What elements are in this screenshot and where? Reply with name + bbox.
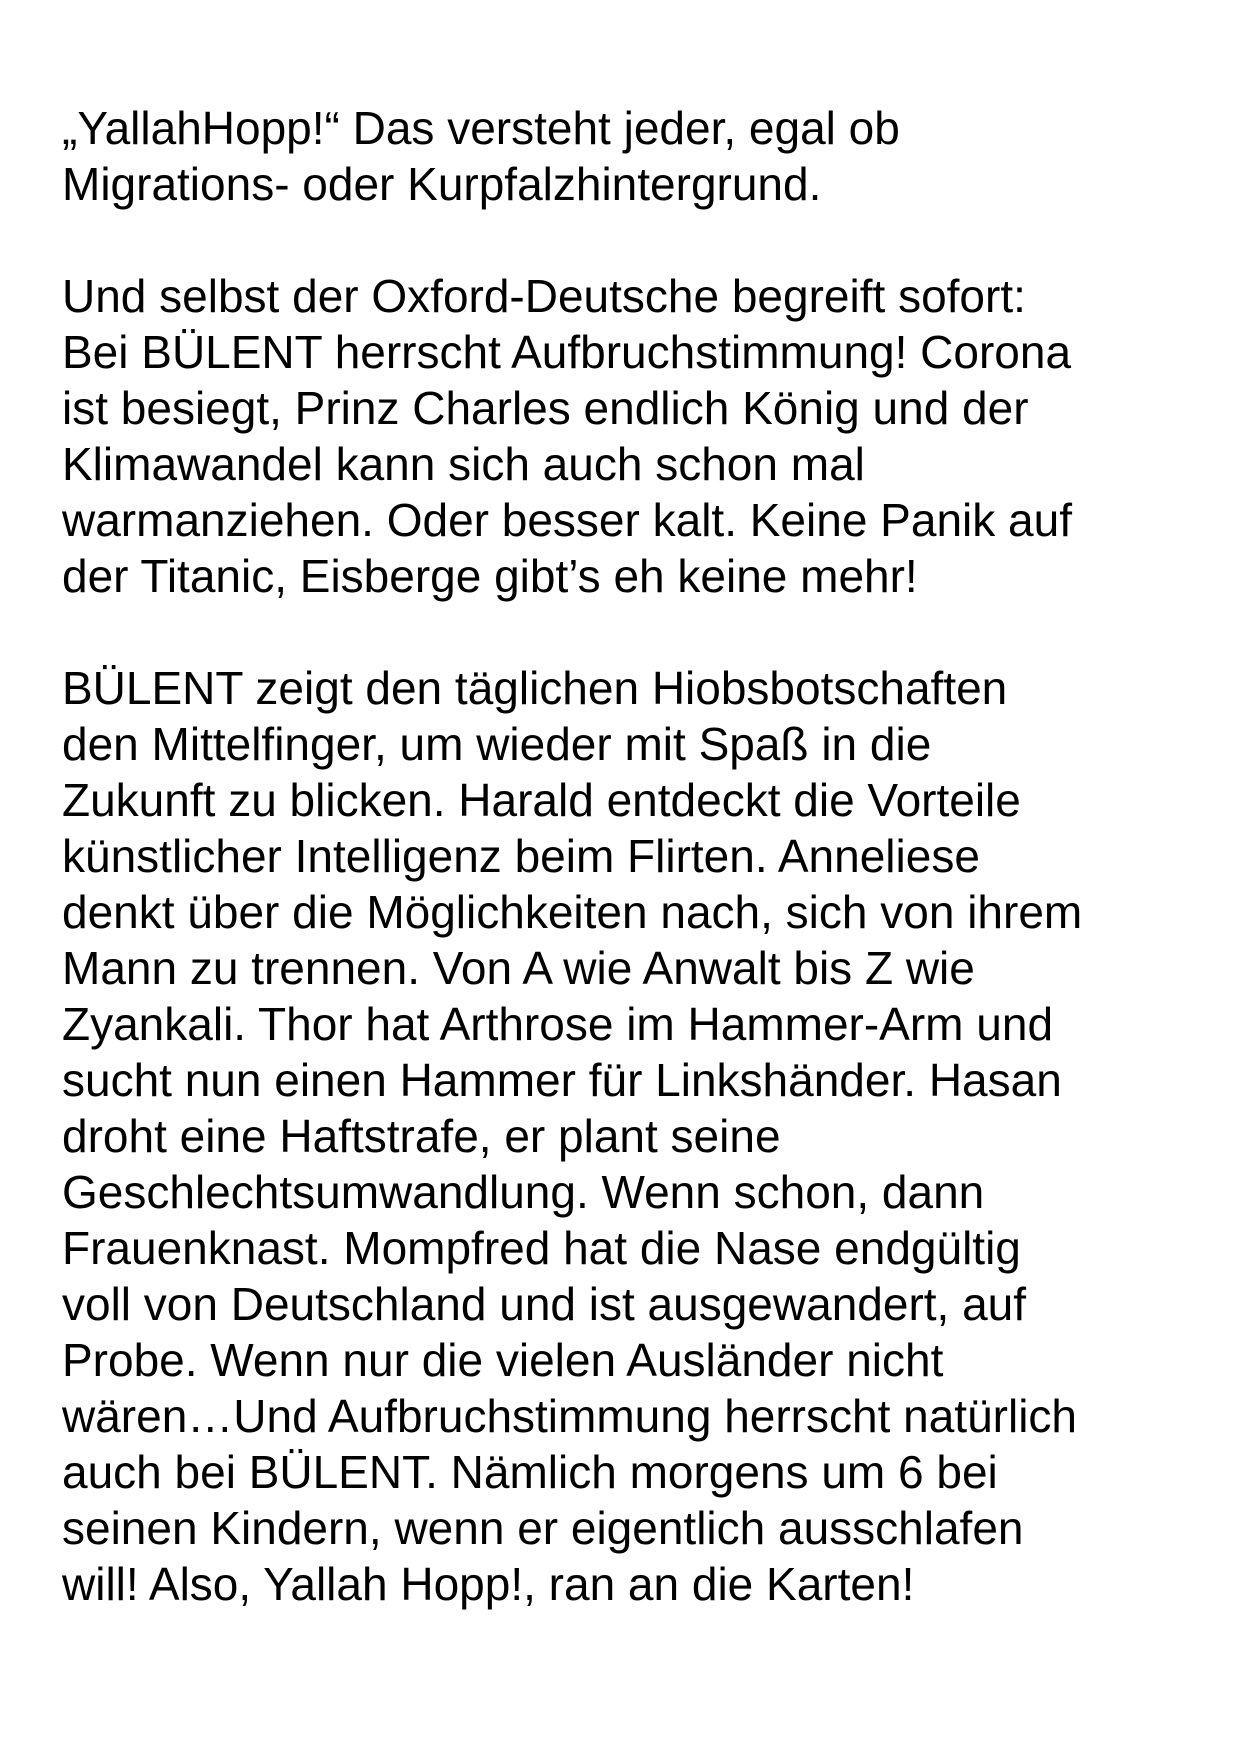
text-line: Geschlechtsumwandlung. Wenn schon, dann [62,1166,985,1218]
text-line: den Mittelfinger, um wieder mit Spaß in die [62,718,932,770]
text-line: denkt über die Möglichkeiten nach, sich von ihrem [62,886,1083,938]
text-line: der Titanic, Eisberge gibt’s eh keine mehr! [62,550,918,602]
text-line: voll von Deutschland und ist ausgewandert, auf [62,1278,1027,1330]
text-line: BÜLENT zeigt den täglichen Hiobsbotschaften [62,662,1008,714]
text-line: wären…Und Aufbruchstimmung herrscht natürlich [62,1390,1078,1442]
text-line: ist besiegt, Prinz Charles endlich König und der [62,382,1029,434]
paragraph-intro [62,100,1222,212]
text-line: Zukunft zu blicken. Harald entdeckt die Vorteile [62,774,1021,826]
text-line: droht eine Haftstrafe, er plant seine [62,1110,781,1162]
text-line: warmanziehen. Oder besser kalt. Keine Panik auf [62,494,1072,546]
text-line: Mann zu trennen. Von A wie Anwalt bis Z wie [62,942,975,994]
text-line: Zyankali. Thor hat Arthrose im Hammer-Arm und [62,998,1054,1050]
text-line: Frauenknast. Mompfred hat die Nase endgültig [62,1222,1021,1274]
text-line: sucht nun einen Hammer für Linkshänder. Hasan [62,1054,1062,1106]
text-line: Bei BÜLENT herrscht Aufbruchstimmung! Corona [62,326,1072,378]
paragraph-aufbruch [62,268,1222,604]
text-line: seinen Kindern, wenn er eigentlich ausschlafen [62,1502,1024,1554]
text-line: auch bei BÜLENT. Nämlich morgens um 6 bei [62,1446,998,1498]
text-line: Probe. Wenn nur die vielen Ausländer nicht [62,1334,944,1386]
paragraph-characters [62,660,1222,1612]
text-line: Klimawandel kann sich auch schon mal [62,438,865,490]
text-line: will! Also, Yallah Hopp!, ran an die Karten! [62,1558,915,1610]
text-line: Und selbst der Oxford-Deutsche begreift sofort: [62,270,1026,322]
text-line: Migrations- oder Kurpfalzhintergrund. [62,158,822,210]
body-text [62,100,1222,1612]
text-line: „YallahHopp!“ Das versteht jeder, egal ob [62,102,900,154]
text-line: künstlicher Intelligenz beim Flirten. Anneliese [62,830,980,882]
